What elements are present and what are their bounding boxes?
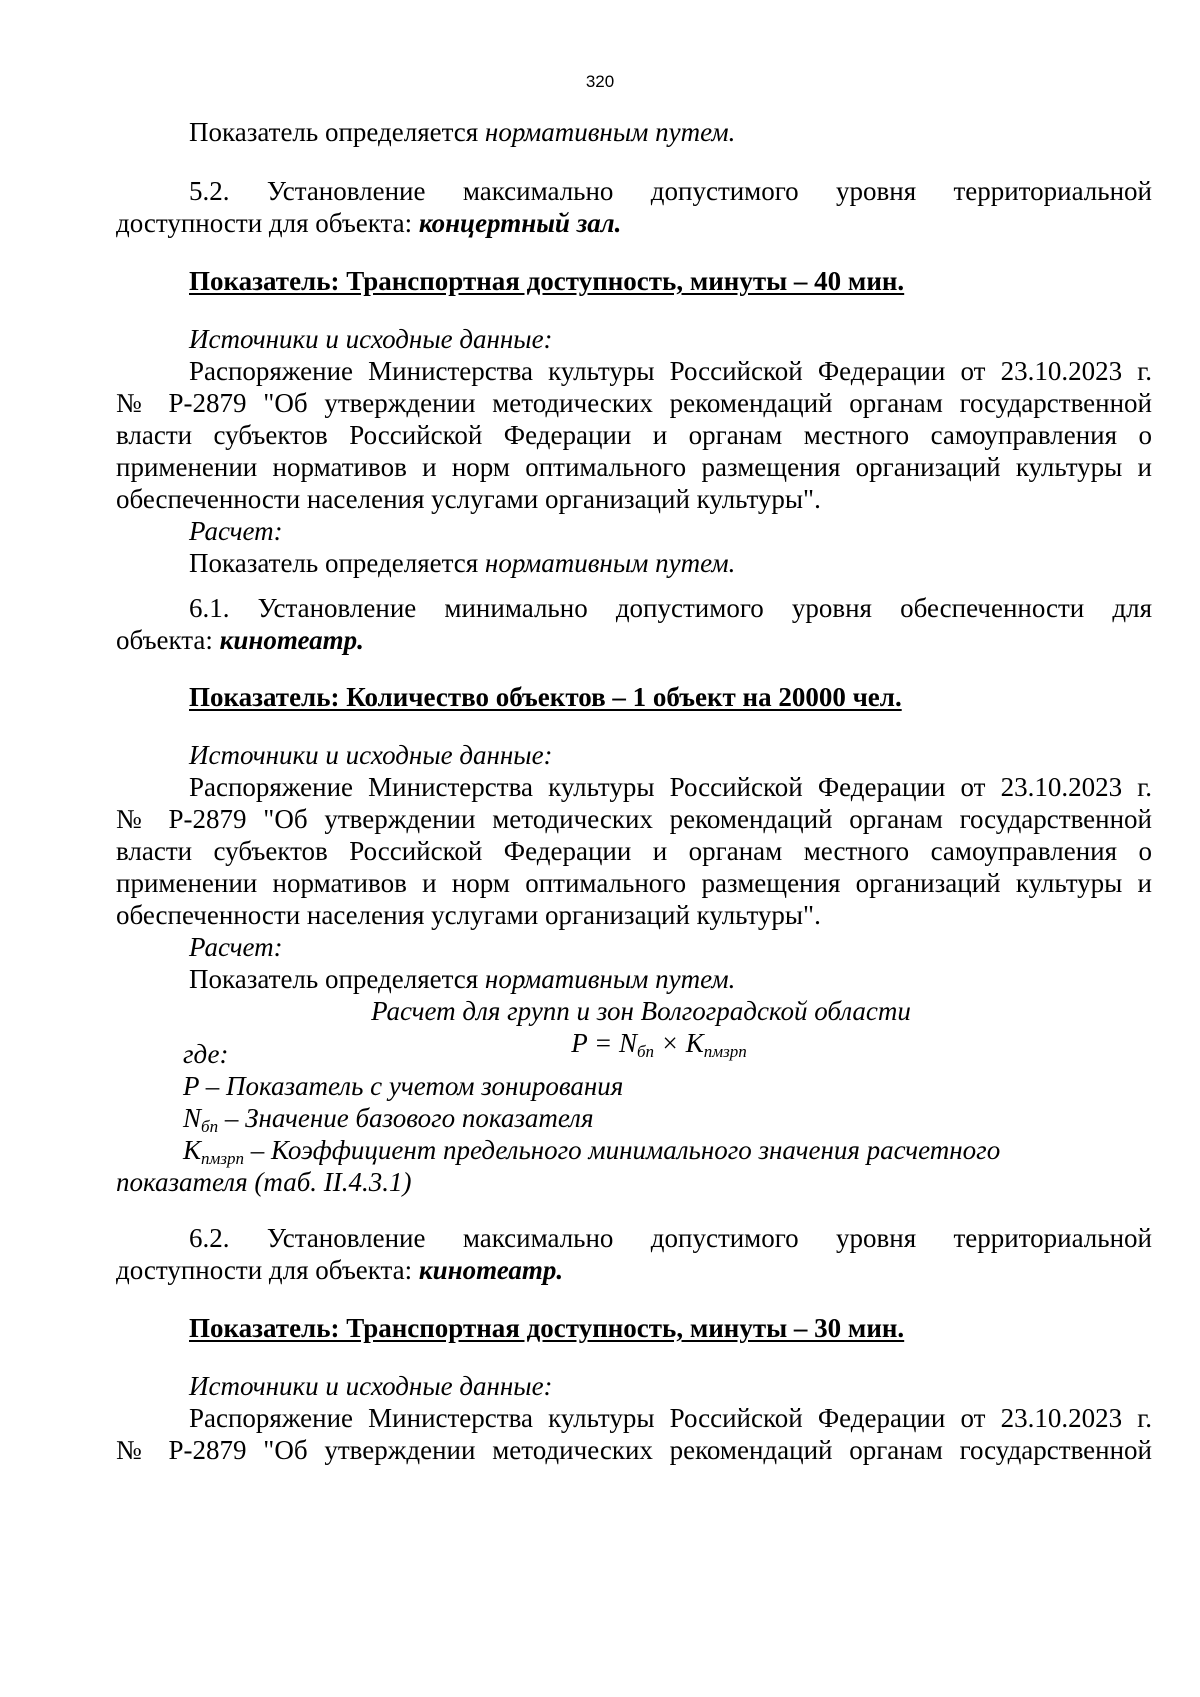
object-name: кинотеатр. (219, 625, 364, 655)
sources-block-1: Источники и исходные данные: Распоряжение Министерства культуры Российской Федерации от 23.10.2023 г. № Р-2879 "Об утверждении методических рекомендаций органам государственной власти субъектов Российской Федерации и органам местного самоуправления о применении нормативов и норм оптимального размещения организаций культуры и обеспеченности населения услугами организаций культуры". Расчет: Показатель определяется нормативным путем. (116, 324, 1152, 578)
indicator-heading-3: Показатель: Транспортная доступность, минуты – 30 мин. (189, 1313, 905, 1343)
formula-title: Расчет для групп и зон Волгоградской области (371, 996, 911, 1026)
object-name: кинотеатр. (418, 1255, 564, 1285)
formula-legend: где: P – Показатель с учетом зонирования $N_{бп}$ – Значение базового показателя $K_{пмзрп}$ – Коэффициент предельного минимального значения расчетного показателя (таб. II.4.3.1) (116, 1038, 1152, 1198)
indicator-heading-2: Показатель: Количество объектов – 1 объект на 20000 чел. (189, 682, 902, 712)
where-label: где: (183, 1039, 229, 1069)
section-5-2: 5.2. Установление максимально допустимого уровня территориальной доступности для объекта: концертный зал. (116, 176, 1152, 238)
page-number: 320 (585, 72, 615, 91)
formula: $P = N_{бп} \times K_{пмзрп}$ (571, 1028, 747, 1061)
sources-label: Источники и исходные данные: (189, 1371, 553, 1401)
sources-block-3: Источники и исходные данные: Распоряжение Министерства культуры Российской Федерации от 23.10.2023 г. № Р-2879 "Об утверждении методических рекомендаций органам государственной (116, 1371, 1152, 1465)
sources-label: Источники и исходные данные: (189, 324, 553, 354)
section-6-1: 6.1. Установление минимально допустимого уровня обеспеченности для объекта: кинотеатр. (116, 593, 1152, 655)
object-name: концертный зал. (418, 208, 622, 238)
indicator-heading-1: Показатель: Транспортная доступность, минуты – 40 мин. (189, 266, 905, 296)
calc-label: Расчет: (189, 932, 283, 962)
sources-block-2: Источники и исходные данные: Распоряжение Министерства культуры Российской Федерации от 23.10.2023 г. № Р-2879 "Об утверждении методических рекомендаций органам государственной власти субъектов Российской Федерации и органам местного самоуправления о применении нормативов и норм оптимального размещения организаций культуры и обеспеченности населения услугами организаций культуры". Расчет: Показатель определяется нормативным путем. Расчет для групп и зон Волгоградской области $P = N_{бп} \times K_{пмзрп}$ (116, 740, 1152, 1061)
calc-label: Расчет: (189, 516, 283, 546)
section-5-2-line1: 5.2. Установление максимально допустимого уровня территориальной (189, 176, 1152, 206)
section-6-2: 6.2. Установление максимально допустимого уровня территориальной доступности для объекта: кинотеатр. (116, 1223, 1152, 1285)
paragraph-normative: Показатель определяется нормативным путем. (189, 117, 736, 147)
sources-label: Источники и исходные данные: (189, 740, 553, 770)
